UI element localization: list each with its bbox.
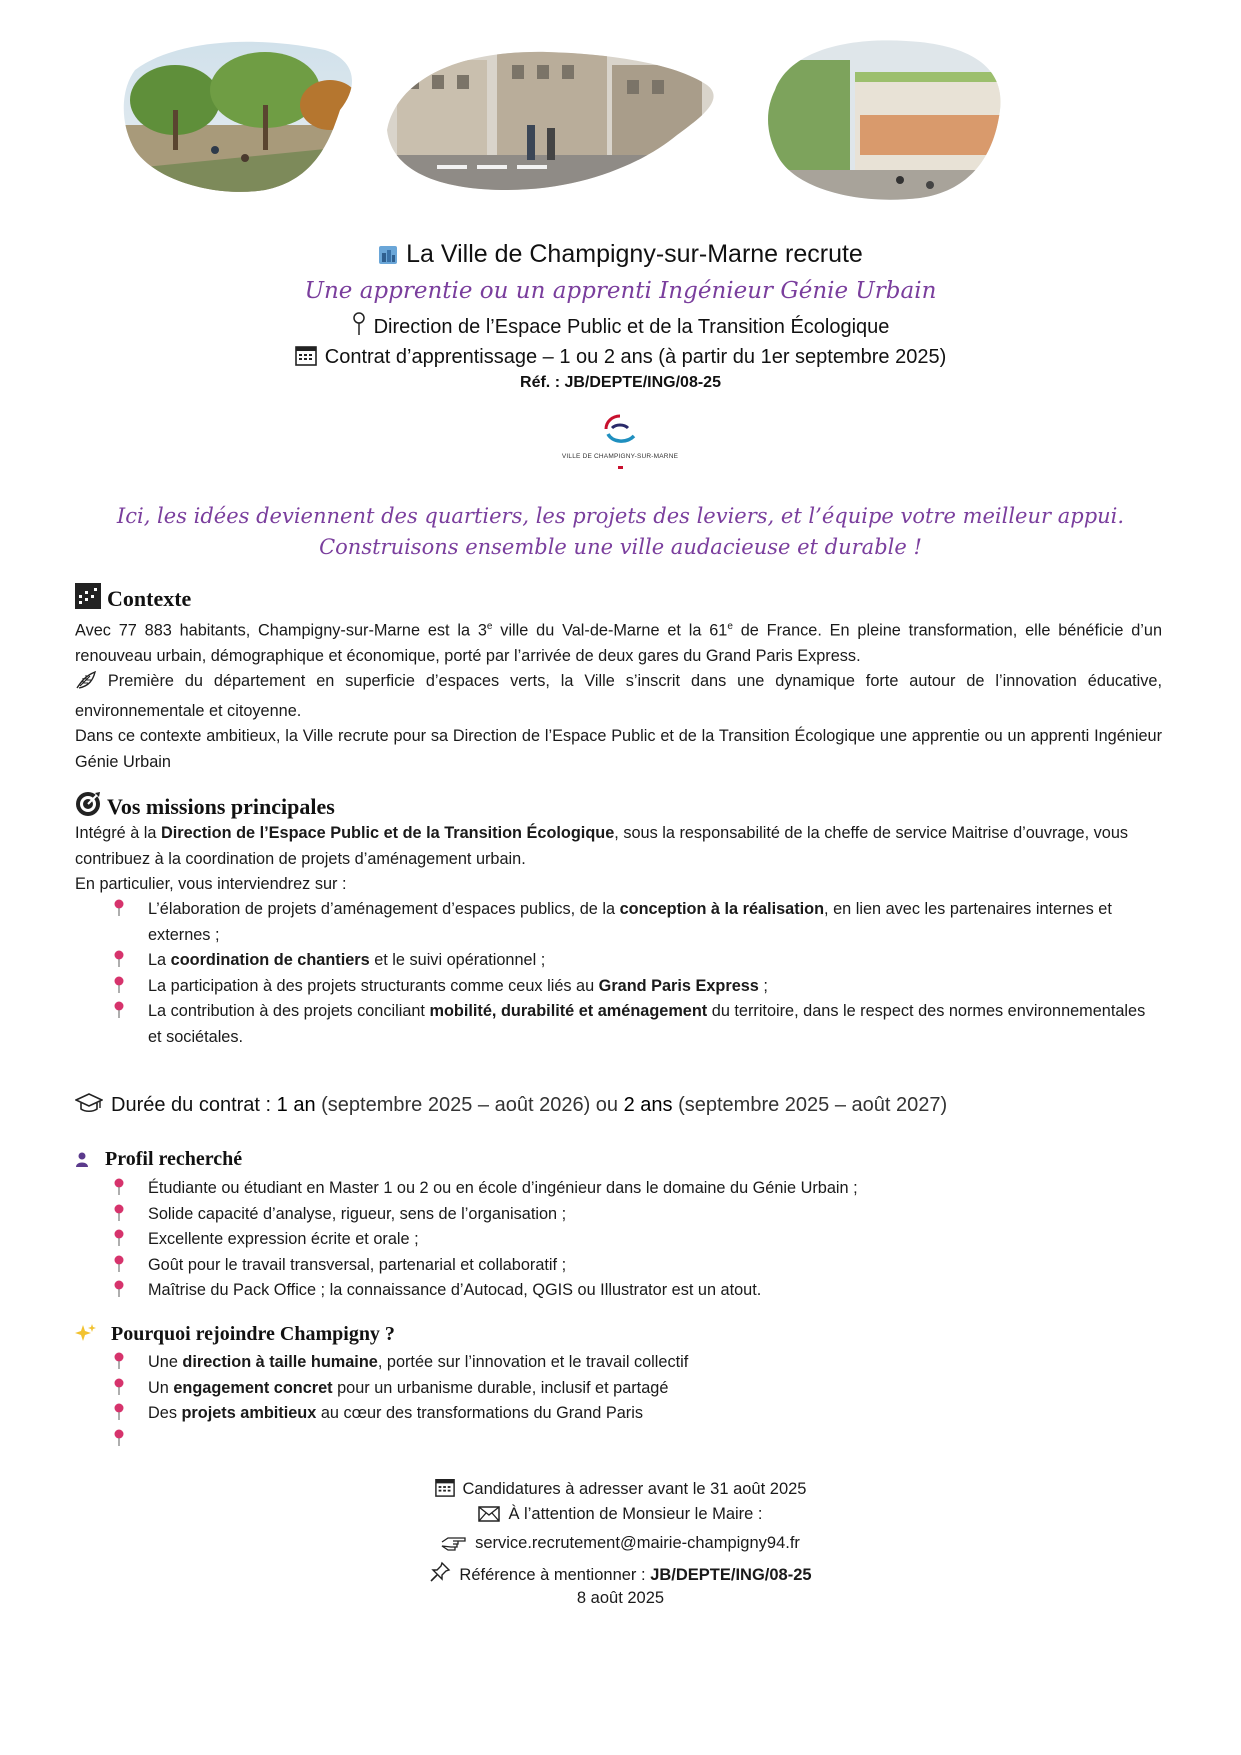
list-item (75, 1278, 1162, 1304)
city-skyline-icon (75, 583, 101, 615)
missions-intro-c: , sous la responsabilité de la cheffe de service Maitrise d’ouvrage, vous contribuez à la coordination de projets d’aménagement urbain. (75, 824, 1129, 868)
list-item-empty (75, 1427, 1162, 1453)
pushpin-icon (113, 899, 125, 926)
duration-period-2: (septembre 2025 – août 2027) (672, 1094, 948, 1116)
pourquoi-2-c: pour un urbanisme durable, inclusif et partagé (332, 1378, 669, 1397)
reference-label: Référence à mentionner : (459, 1566, 651, 1584)
duration-period-1: (septembre 2025 – août 2026) ou (315, 1094, 624, 1116)
contexte-p1b: ville du Val-de-Marne et la 61 (492, 621, 728, 640)
profil-item-2: Solide capacité d’analyse, rigueur, sens de l’organisation ; (148, 1204, 567, 1223)
duration-value-1: 1 an (276, 1094, 316, 1116)
profil-item-1: Étudiante ou étudiant en Master 1 ou 2 ou en école d’ingénieur dans le domaine du Génie Urbain ; (148, 1179, 858, 1197)
duration-label: Durée du contrat (111, 1094, 260, 1116)
target-icon (75, 791, 101, 823)
footer-attention (0, 1505, 1241, 1527)
mission-3-c: ; (758, 976, 768, 995)
section-contexte (75, 583, 191, 615)
city-image-icon (378, 243, 398, 272)
pushpin-icon (113, 1429, 125, 1456)
contexte-title: Contexte (107, 586, 192, 611)
mission-4-a: La contribution à des projets conciliant (148, 1002, 430, 1020)
mission-1-a: L’élaboration de projets d’aménagement d’espaces publics, de la (148, 900, 620, 918)
pourquoi-1-c: , portée sur l’innovation et le travail collectif (377, 1353, 689, 1371)
mission-3-b: Grand Paris Express (598, 976, 759, 995)
header-title-line (0, 240, 1241, 272)
list-item (75, 1202, 1162, 1228)
contexte-p1a: Avec 77 883 habitants, Champigny-sur-Marne est la 3 (75, 621, 487, 640)
attention-text: À l’attention de Monsieur le Maire : (508, 1505, 763, 1523)
profil-list (75, 1176, 1162, 1304)
pourquoi-2-b: engagement concret (173, 1378, 333, 1397)
reference-value: JB/DEPTE/ING/08-25 (650, 1566, 812, 1584)
pourquoi-title: Pourquoi rejoindre Champigny ? (111, 1323, 395, 1345)
missions-intro-a: Intégré à la (75, 824, 161, 842)
pushpin-outline-icon (429, 1561, 451, 1588)
contract-duration (75, 1092, 947, 1120)
slogan-line-1: Ici, les idées deviennent des quartiers, les projets des leviers, et l’équipe votre meilleur appui. (116, 504, 1125, 528)
direction-line (0, 312, 1241, 342)
pourquoi-3-c: au cœur des transformations du Grand Paris (316, 1404, 643, 1422)
logo-text: VILLE DE CHAMPIGNY-SUR-MARNE (561, 453, 679, 460)
duration-sep: : (259, 1094, 277, 1116)
mission-1-c: , en lien avec les partenaires internes et externes ; (148, 900, 1112, 944)
person-icon (75, 1151, 89, 1174)
leaf-icon (75, 670, 97, 699)
reference-text: Réf. : JB/DEPTE/ING/08-25 (520, 374, 721, 391)
footer-email (0, 1533, 1241, 1556)
email-link[interactable]: service.recrutement@mairie-champigny94.fr (475, 1534, 800, 1552)
sparkles-icon (75, 1323, 97, 1349)
contexte-sup2: e (727, 621, 733, 632)
calendar-icon (435, 1477, 455, 1502)
contexte-p2 (75, 669, 1162, 724)
missions-intro-b: Direction de l’Espace Public et de la Transition Écologique (161, 824, 615, 842)
list-item (75, 1227, 1162, 1253)
job-title: Une apprentie ou un apprenti Ingénieur Génie Urbain (304, 278, 937, 304)
footer-deadline (0, 1477, 1241, 1502)
missions-list (75, 897, 1162, 1050)
mission-1-b: conception à la réalisation (619, 900, 825, 918)
contract-line (0, 344, 1241, 372)
pourquoi-list (75, 1350, 1162, 1452)
mission-4-c: du territoire, dans le respect des normes environnementales et sociétales. (148, 1002, 1146, 1046)
street-illustration (377, 40, 747, 200)
profil-title: Profil recherché (105, 1148, 243, 1170)
envelope-icon (478, 1506, 500, 1527)
contexte-p1c: de France. En pleine transformation, elle bénéficie d’un renouveau urbain, démographique et économique, porté par l’arrivée de deux gares du Grand Paris Express. (75, 621, 1163, 665)
profil-item-4: Goût pour le travail transversal, partenarial et collaboratif ; (148, 1255, 567, 1274)
duration-value-2: 2 ans (623, 1094, 673, 1116)
contexte-body (75, 614, 1162, 775)
banner-images (115, 30, 1125, 205)
list-item (75, 999, 1162, 1050)
section-profil (75, 1148, 242, 1174)
pourquoi-3-a: Des (148, 1404, 182, 1422)
page-title: La Ville de Champigny-sur-Marne recrute (406, 240, 863, 268)
footer-date: 8 août 2025 (576, 1589, 665, 1607)
missions-intro-p1 (75, 821, 1162, 872)
city-logo-mark (600, 412, 640, 446)
contexte-sup1: e (486, 621, 493, 632)
list-item (75, 1176, 1162, 1202)
park-illustration (115, 30, 365, 200)
deadline-text: Candidatures à adresser avant le 31 août 2025 (462, 1480, 807, 1498)
pushpin-icon (113, 1280, 125, 1307)
section-pourquoi (75, 1323, 395, 1349)
building-illustration (760, 30, 1010, 205)
slogan-line-2: Construisons ensemble une ville audacieuse et durable ! (319, 535, 922, 559)
contexte-p1 (75, 614, 1162, 669)
pourquoi-3-b: projets ambitieux (181, 1404, 317, 1422)
list-item (75, 974, 1162, 1000)
contexte-p2-text: Première du département en superficie d’espaces verts, la Ville s’inscrit dans une dynamique forte autour de l’innovation éducative, environnementale et citoyenne. (75, 672, 1162, 720)
footer-reference (0, 1561, 1241, 1588)
map-pin-icon (352, 312, 366, 342)
list-item (75, 1253, 1162, 1279)
mission-2-a: La (148, 951, 171, 969)
mission-4-b: mobilité, durabilité et aménagement (429, 1002, 708, 1020)
missions-intro-p2: En particulier, vous interviendrez sur : (75, 875, 347, 893)
graduation-cap-icon (75, 1092, 103, 1120)
pourquoi-2-a: Un (148, 1378, 174, 1397)
missions-title: Vos missions principales (107, 794, 335, 819)
contract-text: Contrat d’apprentissage – 1 ou 2 ans (à partir du 1er septembre 2025) (324, 346, 947, 368)
mission-3-a: La participation à des projets structurants comme ceux liés au (148, 976, 599, 995)
list-item (75, 897, 1162, 948)
profil-item-5: Maîtrise du Pack Office ; la connaissance d’Autocad, QGIS ou Illustrator est un atout. (148, 1281, 762, 1299)
pointing-hand-icon (441, 1533, 467, 1556)
contexte-p3: Dans ce contexte ambitieux, la Ville recrute pour sa Direction de l’Espace Public et de la Transition Écologique une apprentie ou un apprenti Ingénieur Génie Urbain (75, 727, 1162, 771)
section-missions (75, 791, 335, 823)
mission-2-c: et le suivi opérationnel ; (369, 951, 546, 969)
list-item (75, 1401, 1162, 1427)
pushpin-icon (113, 1001, 125, 1028)
list-item (75, 1350, 1162, 1376)
list-item (75, 1376, 1162, 1402)
missions-intro (75, 821, 1162, 898)
pourquoi-1-a: Une (148, 1353, 183, 1371)
profil-item-3: Excellente expression écrite et orale ; (148, 1230, 419, 1248)
calendar-icon (295, 344, 317, 372)
direction-text: Direction de l’Espace Public et de la Transition Écologique (373, 316, 890, 338)
city-logo (555, 412, 685, 472)
mission-2-b: coordination de chantiers (170, 951, 370, 969)
list-item (75, 948, 1162, 974)
pourquoi-1-b: direction à taille humaine (182, 1353, 378, 1371)
logo-dot (618, 466, 623, 469)
